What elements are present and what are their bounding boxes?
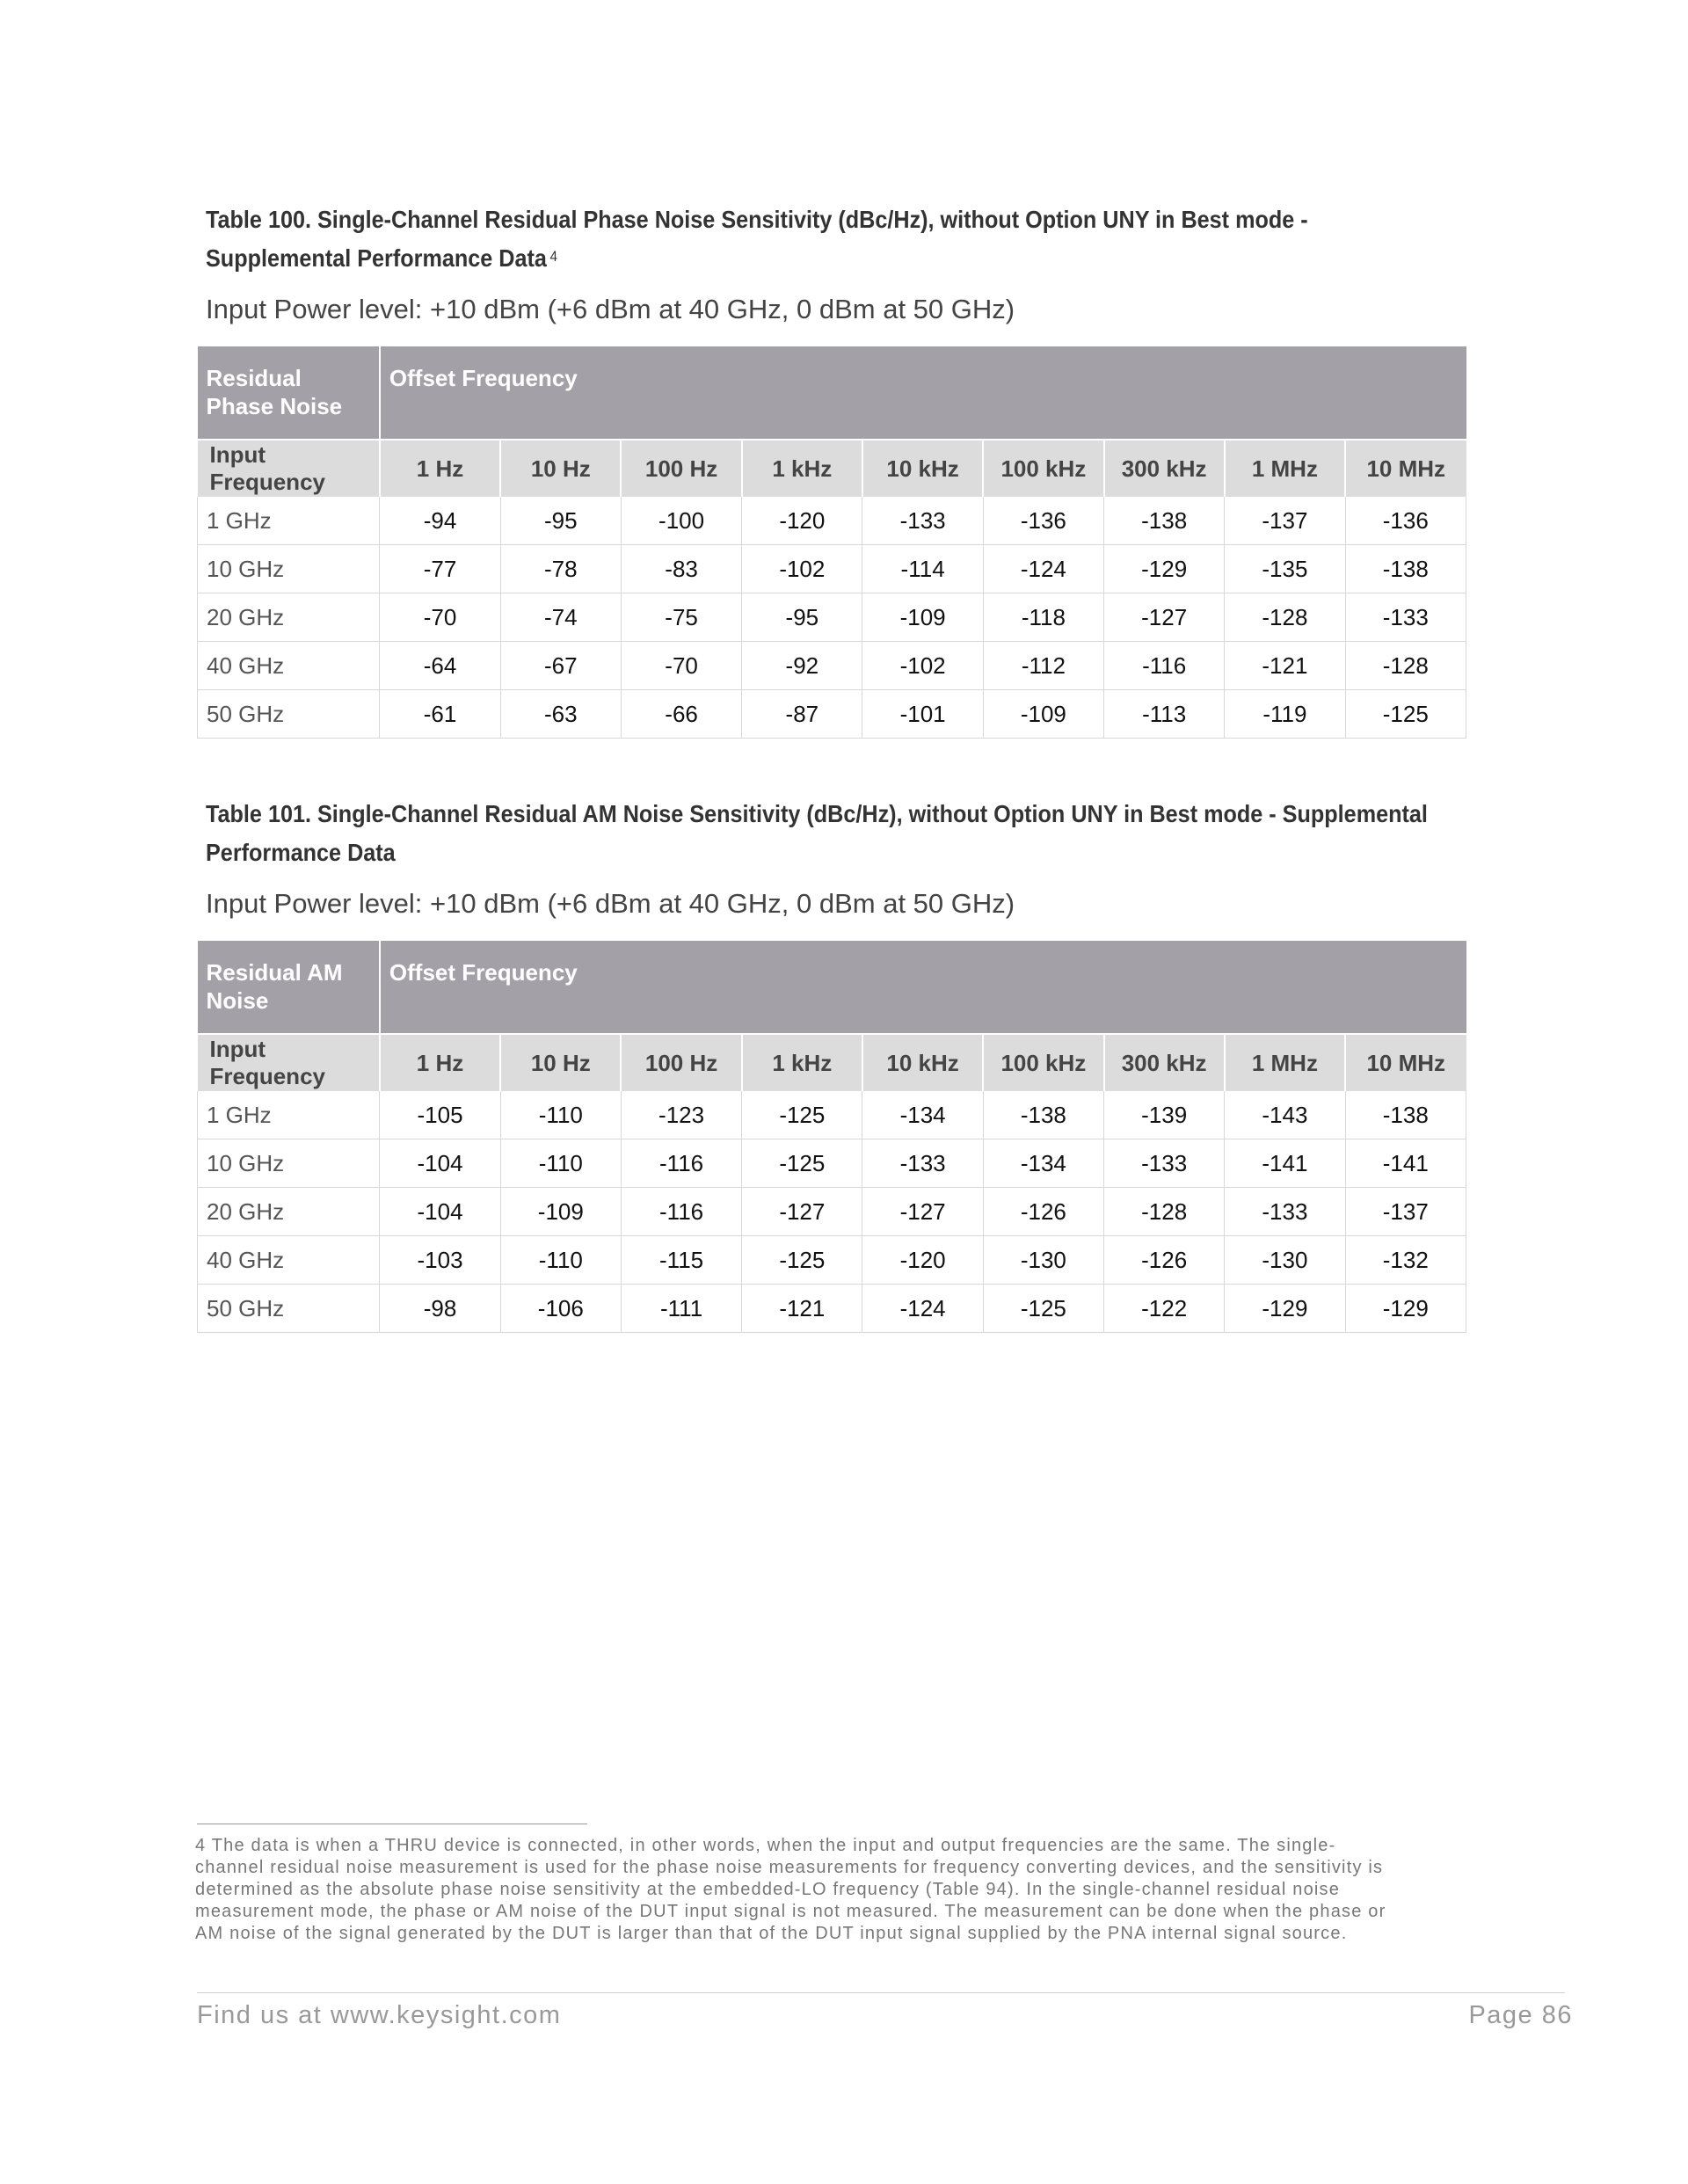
value-cell: -104 bbox=[380, 1188, 500, 1236]
table-100-section bbox=[197, 200, 1466, 739]
value-cell: -67 bbox=[500, 642, 621, 690]
value-cell: -110 bbox=[500, 1139, 621, 1188]
value-cell: -116 bbox=[621, 1139, 741, 1188]
input-frequency-cell: 50 GHz bbox=[198, 690, 380, 739]
value-cell: -133 bbox=[862, 1139, 983, 1188]
value-cell: -83 bbox=[621, 545, 741, 593]
value-cell: -143 bbox=[1225, 1091, 1345, 1139]
table-row bbox=[198, 545, 1466, 593]
column-header-row bbox=[198, 440, 1466, 497]
value-cell: -127 bbox=[862, 1188, 983, 1236]
value-cell: -128 bbox=[1345, 642, 1466, 690]
value-cell: -124 bbox=[983, 545, 1103, 593]
table-row bbox=[198, 642, 1466, 690]
value-cell: -126 bbox=[983, 1188, 1103, 1236]
column-header-row bbox=[198, 1034, 1466, 1091]
value-cell: -104 bbox=[380, 1139, 500, 1188]
residual-phase-noise-table bbox=[197, 346, 1466, 739]
column-header: 10 MHz bbox=[1345, 1034, 1466, 1091]
row-header-label: Input Frequency bbox=[198, 440, 380, 497]
value-cell: -120 bbox=[742, 497, 862, 545]
input-frequency-cell: 20 GHz bbox=[198, 593, 380, 642]
value-cell: -66 bbox=[621, 690, 741, 739]
column-header: 1 kHz bbox=[742, 1034, 862, 1091]
value-cell: -122 bbox=[1104, 1285, 1225, 1333]
value-cell: -61 bbox=[380, 690, 500, 739]
value-cell: -134 bbox=[983, 1139, 1103, 1188]
input-frequency-cell: 40 GHz bbox=[198, 642, 380, 690]
value-cell: -138 bbox=[1104, 497, 1225, 545]
input-frequency-cell: 40 GHz bbox=[198, 1236, 380, 1285]
value-cell: -105 bbox=[380, 1091, 500, 1139]
value-cell: -118 bbox=[983, 593, 1103, 642]
value-cell: -125 bbox=[983, 1285, 1103, 1333]
value-cell: -95 bbox=[742, 593, 862, 642]
value-cell: -133 bbox=[1104, 1139, 1225, 1188]
table-101-section bbox=[197, 795, 1466, 1333]
value-cell: -121 bbox=[1225, 642, 1345, 690]
value-cell: -136 bbox=[1345, 497, 1466, 545]
value-cell: -129 bbox=[1104, 545, 1225, 593]
footnote-ref[interactable]: 4 bbox=[549, 248, 558, 265]
value-cell: -134 bbox=[862, 1091, 983, 1139]
value-cell: -109 bbox=[862, 593, 983, 642]
table-row bbox=[198, 1236, 1466, 1285]
group-header-row bbox=[198, 941, 1466, 1034]
value-cell: -136 bbox=[983, 497, 1103, 545]
value-cell: -125 bbox=[742, 1091, 862, 1139]
value-cell: -102 bbox=[862, 642, 983, 690]
value-cell: -98 bbox=[380, 1285, 500, 1333]
value-cell: -130 bbox=[983, 1236, 1103, 1285]
offset-frequency-group-label: Offset Frequency bbox=[380, 346, 1466, 440]
column-header: 10 Hz bbox=[500, 440, 621, 497]
value-cell: -135 bbox=[1225, 545, 1345, 593]
value-cell: -120 bbox=[862, 1236, 983, 1285]
table-caption: Table 100. Single-Channel Residual Phase Noise Sensitivity (dBc/Hz), without Option UNY in Best mode - Supplemental Performance Data $^4$ bbox=[206, 206, 1308, 272]
value-cell: -100 bbox=[621, 497, 741, 545]
footnote-text: The data is when a THRU device is connected, in other words, when the input and output frequencies are the same. The single-channel residual noise measurement is used for the phase noise measurements for frequency converting devices, and the sensitivity is determined as the absolute phase noise sensitivity at the embedded-LO frequency (Table 94). In the single-channel residual noise measurement mode, the phase or AM noise of the DUT input signal is not measured. The measurement can be done when the phase or AM noise of the signal generated by the DUT is larger than that of the DUT input signal supplied by the PNA internal signal source. bbox=[195, 1836, 1386, 1943]
value-cell: -95 bbox=[500, 497, 621, 545]
value-cell: -137 bbox=[1225, 497, 1345, 545]
table-row bbox=[198, 1285, 1466, 1333]
column-header: 1 Hz bbox=[380, 1034, 500, 1091]
value-cell: -109 bbox=[500, 1188, 621, 1236]
value-cell: -92 bbox=[742, 642, 862, 690]
value-cell: -75 bbox=[621, 593, 741, 642]
value-cell: -64 bbox=[380, 642, 500, 690]
value-cell: -138 bbox=[983, 1091, 1103, 1139]
column-header: 10 kHz bbox=[862, 440, 983, 497]
value-cell: -74 bbox=[500, 593, 621, 642]
value-cell: -78 bbox=[500, 545, 621, 593]
offset-frequency-group-label: Offset Frequency bbox=[380, 941, 1466, 1034]
value-cell: -112 bbox=[983, 642, 1103, 690]
value-cell: -70 bbox=[380, 593, 500, 642]
value-cell: -63 bbox=[500, 690, 621, 739]
value-cell: -129 bbox=[1225, 1285, 1345, 1333]
value-cell: -141 bbox=[1225, 1139, 1345, 1188]
input-frequency-cell: 50 GHz bbox=[198, 1285, 380, 1333]
footer-divider bbox=[197, 1992, 1565, 1993]
column-header: 10 Hz bbox=[500, 1034, 621, 1091]
value-cell: -102 bbox=[742, 545, 862, 593]
value-cell: -121 bbox=[742, 1285, 862, 1333]
value-cell: -126 bbox=[1104, 1236, 1225, 1285]
column-header: 100 Hz bbox=[621, 1034, 741, 1091]
column-header: 10 kHz bbox=[862, 1034, 983, 1091]
value-cell: -116 bbox=[621, 1188, 741, 1236]
value-cell: -77 bbox=[380, 545, 500, 593]
value-cell: -139 bbox=[1104, 1091, 1225, 1139]
table-row bbox=[198, 593, 1466, 642]
corner-label: Residual Phase Noise bbox=[198, 346, 380, 440]
value-cell: -70 bbox=[621, 642, 741, 690]
value-cell: -132 bbox=[1345, 1236, 1466, 1285]
value-cell: -123 bbox=[621, 1091, 741, 1139]
input-frequency-cell: 1 GHz bbox=[198, 1091, 380, 1139]
value-cell: -128 bbox=[1225, 593, 1345, 642]
table-row bbox=[198, 1139, 1466, 1188]
value-cell: -133 bbox=[1345, 593, 1466, 642]
column-header: 1 Hz bbox=[380, 440, 500, 497]
table-caption: Table 101. Single-Channel Residual AM Noise Sensitivity (dBc/Hz), without Option UNY in Best mode - Supplemental Performance Data bbox=[206, 800, 1428, 866]
value-cell: -124 bbox=[862, 1285, 983, 1333]
input-frequency-cell: 20 GHz bbox=[198, 1188, 380, 1236]
column-header: 100 kHz bbox=[983, 440, 1103, 497]
row-header-label: Input Frequency bbox=[198, 1034, 380, 1091]
value-cell: -110 bbox=[500, 1236, 621, 1285]
value-cell: -138 bbox=[1345, 1091, 1466, 1139]
value-cell: -127 bbox=[742, 1188, 862, 1236]
value-cell: -127 bbox=[1104, 593, 1225, 642]
column-header: 100 Hz bbox=[621, 440, 741, 497]
value-cell: -128 bbox=[1104, 1188, 1225, 1236]
value-cell: -106 bbox=[500, 1285, 621, 1333]
residual-am-noise-table bbox=[197, 941, 1466, 1333]
value-cell: -110 bbox=[500, 1091, 621, 1139]
group-header-row bbox=[198, 346, 1466, 440]
table-row bbox=[198, 690, 1466, 739]
footer-website-link[interactable]: Find us at www.keysight.com bbox=[197, 2001, 562, 2029]
value-cell: -114 bbox=[862, 545, 983, 593]
value-cell: -111 bbox=[621, 1285, 741, 1333]
value-cell: -115 bbox=[621, 1236, 741, 1285]
value-cell: -133 bbox=[862, 497, 983, 545]
value-cell: -130 bbox=[1225, 1236, 1345, 1285]
corner-label: Residual AM Noise bbox=[198, 941, 380, 1034]
value-cell: -119 bbox=[1225, 690, 1345, 739]
footnote bbox=[195, 1835, 1391, 1945]
page-number: Page 86 bbox=[1468, 2001, 1573, 2029]
input-frequency-cell: 10 GHz bbox=[198, 1139, 380, 1188]
column-header: 1 kHz bbox=[742, 440, 862, 497]
input-frequency-cell: 1 GHz bbox=[198, 497, 380, 545]
value-cell: -141 bbox=[1345, 1139, 1466, 1188]
column-header: 1 MHz bbox=[1225, 440, 1345, 497]
column-header: 300 kHz bbox=[1104, 440, 1225, 497]
table-row bbox=[198, 497, 1466, 545]
value-cell: -101 bbox=[862, 690, 983, 739]
column-header: 300 kHz bbox=[1104, 1034, 1225, 1091]
value-cell: -125 bbox=[1345, 690, 1466, 739]
value-cell: -137 bbox=[1345, 1188, 1466, 1236]
table-subtitle: Input Power level: +10 dBm (+6 dBm at 40 GHz, 0 dBm at 50 GHz) bbox=[206, 888, 1015, 919]
value-cell: -138 bbox=[1345, 545, 1466, 593]
table-row bbox=[198, 1091, 1466, 1139]
value-cell: -87 bbox=[742, 690, 862, 739]
input-frequency-cell: 10 GHz bbox=[198, 545, 380, 593]
value-cell: -113 bbox=[1104, 690, 1225, 739]
value-cell: -94 bbox=[380, 497, 500, 545]
column-header: 1 MHz bbox=[1225, 1034, 1345, 1091]
value-cell: -125 bbox=[742, 1236, 862, 1285]
value-cell: -109 bbox=[983, 690, 1103, 739]
value-cell: -133 bbox=[1225, 1188, 1345, 1236]
column-header: 100 kHz bbox=[983, 1034, 1103, 1091]
value-cell: -129 bbox=[1345, 1285, 1466, 1333]
value-cell: -103 bbox=[380, 1236, 500, 1285]
table-row bbox=[198, 1188, 1466, 1236]
value-cell: -125 bbox=[742, 1139, 862, 1188]
footnote-number: 4 bbox=[195, 1836, 207, 1855]
table-subtitle: Input Power level: +10 dBm (+6 dBm at 40 GHz, 0 dBm at 50 GHz) bbox=[206, 294, 1015, 324]
column-header: 10 MHz bbox=[1345, 440, 1466, 497]
value-cell: -116 bbox=[1104, 642, 1225, 690]
